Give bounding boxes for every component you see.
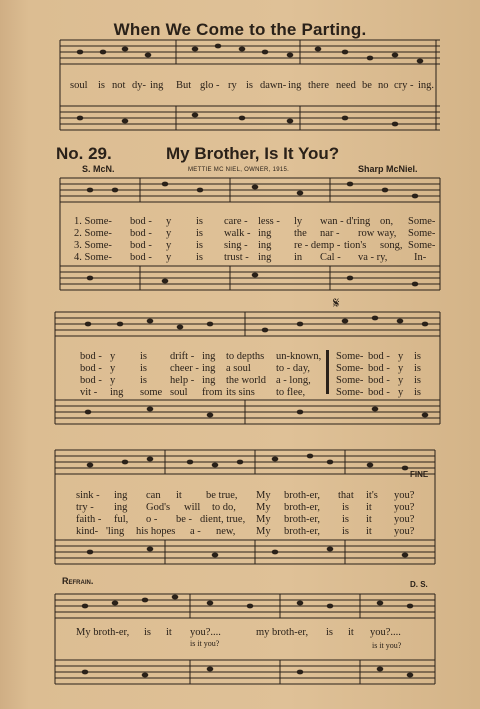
lyric-word: his hopes	[136, 526, 176, 537]
lyric-word: is	[144, 627, 152, 638]
lyric-word: y	[166, 252, 172, 263]
lyric-word: faith -	[76, 514, 102, 525]
lyric-word: to flee,	[276, 387, 306, 398]
lyric-word: ing	[202, 363, 216, 374]
lyric-word: is	[196, 252, 204, 263]
lyric-word: kind-	[76, 526, 99, 537]
lyric-word: that	[338, 490, 354, 501]
lyric-word: bod -	[368, 387, 390, 398]
lyric-word: be true,	[206, 490, 238, 501]
lyric-word: help -	[170, 375, 195, 386]
lyric-word: bod -	[130, 252, 152, 263]
lyric-word: bod -	[130, 228, 152, 239]
lyric-word: need	[336, 80, 356, 91]
lyric-word: be -	[176, 514, 193, 525]
verse-line-4	[74, 252, 440, 264]
lyric-word: you?....	[370, 627, 401, 638]
previous-hymn-title: When We Come to the Parting.	[113, 20, 367, 39]
lyric-word: is	[246, 80, 254, 91]
lyric-word: broth-er,	[284, 490, 321, 501]
lyric-word: Some-	[336, 351, 364, 362]
lyric-word: a -	[190, 526, 201, 537]
lyric-word: the	[294, 228, 307, 239]
lyric-word: bod -	[368, 363, 390, 374]
lyric-word: is	[326, 627, 334, 638]
lyric-word: less -	[258, 216, 280, 227]
lyric-word: un-known,	[276, 351, 322, 362]
lyric-word: But	[176, 80, 192, 91]
lyric-word: nar -	[320, 228, 340, 239]
lyric-word: tion's	[344, 240, 367, 251]
lyric-word: to - day,	[276, 363, 311, 374]
lyric-word: you?....	[190, 627, 221, 638]
lyric-word: y	[110, 375, 116, 386]
lyric-word: 4. Some-	[74, 252, 112, 263]
lyric-word: bod -	[130, 216, 152, 227]
lyric-word: My	[256, 490, 271, 501]
lyric-word: you?	[394, 502, 415, 513]
verse-line-1	[76, 490, 426, 502]
lyric-word: no	[378, 80, 389, 91]
lyric-word: ing	[202, 351, 216, 362]
verse-line-2	[80, 363, 425, 375]
lyric-word: bod -	[80, 363, 102, 374]
lyric-word: sing -	[224, 240, 248, 251]
verse-line-4	[76, 526, 426, 538]
staff-s2-treble	[55, 312, 440, 336]
lyric-word: bod -	[368, 375, 390, 386]
lyric-word: song,	[380, 240, 403, 251]
lyric-word: broth-er,	[284, 526, 321, 537]
lyric-word: Some-	[336, 387, 364, 398]
lyric-word: be	[362, 80, 372, 91]
lyric-word: o -	[146, 514, 158, 525]
lyric-word: is	[414, 351, 422, 362]
lyric-word: soul	[70, 80, 88, 91]
lyric-word: bod -	[80, 375, 102, 386]
lyric-word: ing	[114, 502, 128, 513]
verse-line-1	[80, 351, 425, 363]
lyric-word: it	[366, 514, 372, 525]
lyric-word: ly	[294, 216, 303, 227]
lyric-word: row way,	[358, 228, 397, 239]
lyric-word: broth-er,	[284, 514, 321, 525]
verse-line-4	[80, 387, 425, 399]
staff-s1-bass	[60, 266, 440, 290]
lyric-word: God's	[146, 502, 171, 513]
lyric-word: wan - d'ring	[320, 216, 371, 227]
lyric-word: 1. Some-	[74, 216, 112, 227]
lyric-word: it	[366, 502, 372, 513]
lyric-word: the world	[226, 375, 266, 386]
lyric-word: broth-er,	[284, 502, 321, 513]
lyric-word: va - ry,	[358, 252, 388, 263]
lyric-word: sink -	[76, 490, 100, 501]
lyric-word: Some-	[336, 363, 364, 374]
refrain-echo-1: is it you?	[190, 639, 220, 648]
previous-hymn-lyrics	[70, 80, 440, 92]
lyric-word: Some-	[336, 375, 364, 386]
staff-s3-bass	[55, 540, 435, 564]
lyric-word: is	[196, 240, 204, 251]
lyric-word: Some-	[408, 216, 436, 227]
copyright-owner: METTIE MC NIEL, OWNER, 1915.	[188, 167, 290, 173]
lyric-word: is	[98, 80, 106, 91]
lyric-word: a soul	[226, 363, 251, 374]
lyric-word: ing	[114, 490, 128, 501]
lyric-word: ful,	[114, 514, 129, 525]
lyric-word: you?	[394, 490, 415, 501]
lyric-word: y	[398, 351, 404, 362]
lyric-word: y	[110, 351, 116, 362]
staff-refrain-bass	[55, 660, 435, 684]
refrain-lyrics	[76, 627, 426, 639]
lyric-word: y	[398, 387, 404, 398]
staff-top-treble	[60, 40, 440, 64]
lyric-word: is	[342, 502, 350, 513]
refrain-echo-2: is it you?	[372, 641, 402, 650]
lyric-word: you?	[394, 526, 415, 537]
lyric-word: My broth-er,	[76, 627, 130, 638]
lyric-word: My	[256, 502, 271, 513]
lyric-word: is	[342, 526, 350, 537]
ds-marker: D. S.	[410, 580, 428, 589]
lyric-word: In-	[414, 252, 427, 263]
lyric-word: not	[112, 80, 126, 91]
lyric-word: y	[166, 228, 172, 239]
lyricist-credit: S. McN.	[82, 164, 115, 174]
lyric-word: y	[398, 363, 404, 374]
staff-s2-bass	[55, 400, 440, 424]
composer-credit: Sharp McNiel.	[358, 164, 418, 174]
lyric-word: try -	[76, 502, 94, 513]
lyric-word: ry	[228, 80, 237, 91]
lyric-word: it	[366, 526, 372, 537]
lyric-word: is	[414, 375, 422, 386]
verse-line-2	[74, 228, 440, 240]
lyric-word: ing	[258, 228, 272, 239]
lyric-word: there	[308, 80, 329, 91]
lyric-word: Some-	[408, 240, 436, 251]
lyric-word: it's	[366, 490, 378, 501]
lyric-word: vit -	[80, 387, 98, 398]
lyric-word: Some-	[408, 228, 436, 239]
hymn-title: My Brother, Is It You?	[166, 144, 340, 163]
lyric-word: to depths	[226, 351, 265, 362]
lyric-word: new,	[216, 526, 236, 537]
lyric-word: 3. Some-	[74, 240, 112, 251]
lyric-word: bod -	[130, 240, 152, 251]
lyric-word: 'ling	[106, 526, 125, 537]
lyric-word: is	[140, 351, 148, 362]
lyric-word: it	[348, 627, 354, 638]
lyric-word: cheer -	[170, 363, 199, 374]
lyric-word: y	[166, 216, 172, 227]
lyric-word: my broth-er,	[256, 627, 309, 638]
lyric-word: care -	[224, 216, 248, 227]
lyric-word: ing	[110, 387, 124, 398]
lyric-word: trust -	[224, 252, 249, 263]
segno-icon: 𝄋	[333, 294, 340, 312]
lyric-word: to do,	[212, 502, 236, 513]
lyric-word: ing	[288, 80, 302, 91]
lyric-word: in	[294, 252, 303, 263]
lyric-word: will	[184, 502, 201, 513]
lyric-word: is	[196, 216, 204, 227]
lyric-word: is	[140, 363, 148, 374]
lyric-word: a - long,	[276, 375, 311, 386]
staff-top-bass	[60, 106, 440, 130]
lyric-word: is	[140, 375, 148, 386]
lyric-word: 2. Some-	[74, 228, 112, 239]
lyric-word: bod -	[80, 351, 102, 362]
verse-line-3	[74, 240, 440, 252]
verse-line-3	[76, 514, 426, 526]
lyric-word: is	[342, 514, 350, 525]
lyric-word: it	[176, 490, 182, 501]
staff-s3-treble	[55, 450, 435, 474]
refrain-label: Refrain.	[62, 576, 94, 586]
verse-line-2	[76, 502, 426, 514]
lyric-word: is	[196, 228, 204, 239]
lyric-word: is	[414, 387, 422, 398]
lyric-word: some	[140, 387, 163, 398]
lyric-word: is	[414, 363, 422, 374]
lyric-word: ing.	[418, 80, 435, 91]
lyric-word: ing	[150, 80, 164, 91]
lyric-word: on,	[380, 216, 394, 227]
lyric-word: it	[166, 627, 172, 638]
verse-line-3	[80, 375, 425, 387]
hymn-number: No. 29.	[56, 144, 112, 163]
lyric-word: y	[398, 375, 404, 386]
lyric-word: ing	[258, 240, 272, 251]
lyric-word: dy-	[132, 80, 146, 91]
lyric-word: y	[110, 363, 116, 374]
lyric-word: bod -	[368, 351, 390, 362]
lyric-word: glo -	[200, 80, 220, 91]
lyric-word: re - demp -	[294, 240, 341, 251]
lyric-word: walk -	[224, 228, 251, 239]
lyric-word: dawn-	[260, 80, 287, 91]
lyric-word: can	[146, 490, 161, 501]
lyric-word: y	[166, 240, 172, 251]
fine-marker: FINE	[410, 470, 429, 479]
lyric-word: you?	[394, 514, 415, 525]
verse-line-1	[74, 216, 440, 228]
lyric-word: cry -	[394, 80, 414, 91]
lyric-word: drift -	[170, 351, 195, 362]
hymn-header	[56, 144, 416, 166]
lyric-word: My	[256, 514, 271, 525]
lyric-word: Cal -	[320, 252, 341, 263]
staff-refrain-treble	[55, 594, 435, 618]
lyric-word: My	[256, 526, 271, 537]
lyric-word: dient, true,	[200, 514, 246, 525]
lyric-word: ing	[258, 252, 272, 263]
lyric-word: soul	[170, 387, 188, 398]
lyric-word: ing	[202, 375, 216, 386]
lyric-word: its sins	[226, 387, 255, 398]
lyric-word: from	[202, 387, 223, 398]
